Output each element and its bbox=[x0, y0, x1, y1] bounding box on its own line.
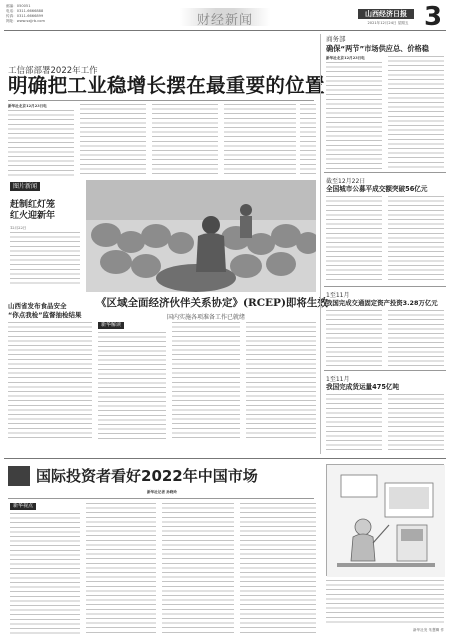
lead-text-col-1 bbox=[8, 110, 74, 176]
lead-byline: 新华社北京12月23日电 bbox=[8, 104, 47, 108]
bottom-text-col-4 bbox=[240, 503, 316, 635]
bottom-section-rule bbox=[4, 458, 446, 459]
news-analysis-label: 新华解读 bbox=[98, 322, 124, 329]
shanxi-headline bbox=[8, 302, 92, 319]
shanxi-headline-line2: “你点我检”监督抽检结果 bbox=[8, 310, 82, 319]
story2-col-1 bbox=[326, 196, 382, 282]
rcep-subhead: 国内实施各项准备工作已就绪 bbox=[166, 314, 245, 321]
cartoon-caption-text bbox=[326, 580, 444, 624]
xinhua-viewpoint-label: 新华视点 bbox=[10, 503, 36, 510]
paper-name-badge bbox=[358, 9, 414, 19]
bottom-headline: 国际投资者看好2022年中国市场 bbox=[36, 467, 258, 485]
cartoon-image bbox=[327, 465, 445, 577]
shanxi-headline-line1: 山西省发布食品安全 bbox=[8, 302, 67, 310]
bottom-rule bbox=[8, 498, 314, 499]
cartoon-illustration bbox=[326, 464, 444, 576]
story4-headline: 我国完成货运量475亿吨 bbox=[326, 383, 400, 391]
bottom-text-col-2 bbox=[86, 503, 156, 635]
header-contact bbox=[6, 4, 96, 24]
story4-col-1 bbox=[326, 394, 382, 454]
page-number: 3 bbox=[423, 2, 443, 32]
contact-line: 传真：0311-6666899 bbox=[6, 14, 44, 19]
rcep-text-col-3 bbox=[246, 322, 316, 440]
story2-headline: 全国城市公募平成交额突破56亿元 bbox=[326, 185, 428, 193]
right-rule-1 bbox=[324, 172, 446, 173]
story3-col-1 bbox=[326, 310, 382, 366]
rcep-headline: 《区域全面经济伙伴关系协定》(RCEP)即将生效 bbox=[96, 297, 328, 309]
bottom-byline: 新华社记者 孙晓玲 bbox=[146, 490, 177, 494]
photo-news-label: 图片新闻 bbox=[10, 182, 40, 191]
section-banner bbox=[180, 8, 270, 26]
story1-col-1 bbox=[326, 62, 382, 170]
bottom-text-col-3 bbox=[162, 503, 234, 635]
header-rule bbox=[4, 30, 446, 31]
lead-headline: 明确把工业稳增长摆在最重要的位置 bbox=[8, 74, 325, 97]
paper-name: 山西经济日报 bbox=[365, 10, 407, 18]
lantern-photo-image bbox=[86, 180, 316, 292]
contact-line: 邮编：050051 bbox=[6, 4, 31, 8]
lead-text-col-3 bbox=[152, 104, 218, 176]
right-rule-3 bbox=[324, 370, 446, 371]
rcep-text-col-2 bbox=[172, 322, 240, 440]
story4-col-2 bbox=[388, 394, 444, 454]
contact-line: 网址：www.sxjjrb.com bbox=[6, 19, 45, 24]
issue-date: 2021年12月24日 星期五 bbox=[367, 21, 409, 25]
rcep-text-col-1 bbox=[98, 332, 166, 440]
story2-col-2 bbox=[388, 196, 444, 282]
cartoon-credit: 新华社发 朱慧卿 作 bbox=[412, 628, 444, 632]
contact-line: 电话：0311-6666888 bbox=[6, 9, 44, 14]
lead-rule bbox=[8, 100, 314, 101]
section-title: 财经新闻 bbox=[196, 13, 253, 28]
story2-kicker: 截至12月22日 bbox=[326, 178, 366, 185]
photo-caption-text bbox=[10, 232, 80, 286]
story1-dateline: 新华社北京12月23日电 bbox=[326, 56, 365, 60]
lantern-photo bbox=[86, 180, 316, 292]
lead-text-col-4 bbox=[224, 104, 296, 176]
lead-text-col-2 bbox=[80, 104, 146, 176]
ministry-label: 商务部 bbox=[326, 35, 346, 43]
right-rule-2 bbox=[324, 286, 446, 287]
story4-kicker: 1至11月 bbox=[326, 376, 350, 383]
lead-text-col-5 bbox=[300, 104, 316, 176]
lead-kicker: 工信部部署2022年工作 bbox=[8, 66, 98, 76]
photo-title-line1: 赶制红灯笼 bbox=[10, 200, 56, 210]
bottom-text-col-1 bbox=[10, 513, 80, 635]
story3-headline: 我国完成交通固定资产投资3.28万亿元 bbox=[326, 299, 438, 307]
story3-col-2 bbox=[388, 310, 444, 366]
photo-title-line2: 红火迎新年 bbox=[10, 211, 56, 221]
column-divider bbox=[320, 34, 321, 454]
bottom-headline-marker bbox=[8, 466, 30, 486]
story1-headline: 确保“两节”市场供应总、价格稳 bbox=[326, 44, 429, 53]
photo-dateline: 12月22日 bbox=[10, 226, 27, 230]
story3-kicker: 1至11月 bbox=[326, 292, 350, 299]
story1-col-2 bbox=[388, 56, 444, 170]
shanxi-body bbox=[8, 322, 92, 440]
